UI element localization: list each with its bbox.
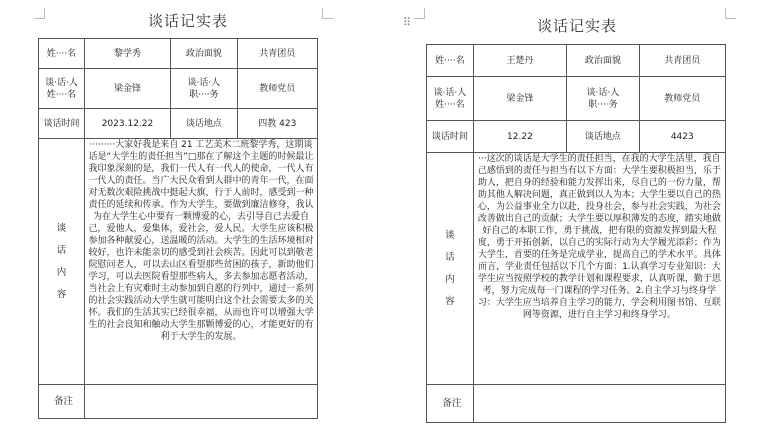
content-label <box>427 153 474 385</box>
talker-position-label <box>567 77 639 121</box>
right-page <box>418 6 738 426</box>
talk-record-table <box>426 44 726 423</box>
content-label-char: 谈 <box>56 222 67 234</box>
talk-time-label: 谈话时间 <box>39 109 85 139</box>
content-label-char: 内 <box>445 273 455 285</box>
talker-name-label-line1: 谈·话·人 <box>433 87 467 98</box>
political-status-value: 共青团员 <box>639 45 725 77</box>
talk-content-text: ·········大家好我是来自 21 工艺美术二班黎学秀，这期谈话是“大学生的责任担当”□那在了解这个主题的时候最让我印象深刻的是，我们一代人有一代人的使命，一代人有一代人的责任。当广大民众看到人群中的青年一代，在面对无数次艰险挑战中挺起大旗，行于人前时，感受到一种责任的延续和传承。作为大学生，要做到廉洁修身，我认为在大学生心中要有一颗博爱的心，去引导自己去爱自己，爱他人，爱集体，爱社会，爱人民。大学生应该积极参加各种献爱心，送温暖的活动。大学生的生活环境相对较好，也许未能亲切的感受到社会疾苦。因此可以到敬老院慰问老人，可以去山区看望那些贫困的孩子，新助他们学习，可以去医院看望那些病人，多去参加志愿者活动，当社会上有灾难时主动参加到自愿的行列中，通过一系列的社会实践活动大学生就可能明白这个社会需要太多的关怀。我们的生活其实已经很幸福，从而也许可以增强大学生的社会良知和触动大学生那颗博爱的心，才能更好的有利于大学生的发展。 <box>84 139 317 385</box>
talker-position-label-line2: 职····务 <box>588 99 618 110</box>
talker-name-label-line2: 姓····名 <box>435 99 465 110</box>
content-label-char: 话 <box>56 244 67 256</box>
talker-name-label <box>427 77 474 121</box>
political-status-label: 政治面貌 <box>567 45 639 77</box>
note-value <box>84 385 317 419</box>
page-corner-mark <box>414 8 425 19</box>
note-value <box>473 385 725 423</box>
talker-name-label <box>39 69 85 109</box>
talk-place-value: 四教 423 <box>237 109 317 139</box>
content-label-char: 容 <box>445 295 455 307</box>
talker-name-label-line1: 谈·话·人 <box>45 77 78 88</box>
content-label-char: 话 <box>445 251 455 263</box>
name-value: 黎学秀 <box>84 39 170 69</box>
page-corner-mark <box>322 8 333 19</box>
political-status-label: 政治面貌 <box>171 39 238 69</box>
talk-place-label: 谈话地点 <box>567 121 639 153</box>
talker-position-label-line1: 谈·话·人 <box>187 77 221 88</box>
talker-position-label <box>171 69 238 109</box>
political-status-value: 共青团员 <box>237 39 317 69</box>
name-label: 姓····名 <box>39 39 85 69</box>
talker-position-label-line2: 职····务 <box>189 89 219 100</box>
content-label-char: 内 <box>56 266 67 278</box>
talk-time-label: 谈话时间 <box>427 121 474 153</box>
page-title: 谈话记实表 <box>537 17 618 35</box>
page-title: 谈话记实表 <box>148 12 229 30</box>
content-label <box>39 139 85 385</box>
talker-name-value: 梁金锋 <box>473 77 566 121</box>
talker-name-value: 梁金锋 <box>84 69 170 109</box>
talk-time-value: 2023.12.22 <box>84 109 170 139</box>
content-label-char: 容 <box>56 288 67 300</box>
talk-place-value: 4423 <box>639 121 725 153</box>
content-label-char: 谈 <box>445 229 455 241</box>
left-page <box>30 6 335 426</box>
talk-place-label: 谈话地点 <box>171 109 238 139</box>
page-corner-mark <box>725 8 736 19</box>
name-value: 王楚丹 <box>473 45 566 77</box>
talker-name-label-line2: 姓····名 <box>46 89 77 100</box>
note-label: 备注 <box>39 385 85 419</box>
talk-record-table <box>38 38 318 419</box>
talker-position-value: 教师党员 <box>237 69 317 109</box>
note-label: 备注 <box>427 385 474 423</box>
talker-position-label-line1: 谈·话·人 <box>586 87 620 98</box>
talk-content-text: ···这次的谈话是大学生的责任担当，在我的大学生活里，我自己感悟到的责任与担当有以下方面：大学生要积极担当，乐于助人，把自身的经验和能力发挥出来，尽自己的一份力量，帮助其他人解决问题，真正做到以人为本；大学生要以自己的热心，为公益事业全力以赴，投身社会，参与社会实践，为社会改善做出自己的贡献；大学生要以厚积薄发的态度，踏实地做好自己的本职工作，勇于挑战，把有限的资源发挥到最大程度，勇于开拓创新，以自己的实际行动为大学履光添彩；作为大学生，首要的任务是完成学业，提高自己的学术水平。具体而言，学业责任包括以下几个方面：1.认真学习专业知识：大学生应当按照学校的教学计划和课程要求，认真听课，勤于思考，努力完成每一门课程的学习任务。2.自主学习与终身学习：大学生应当培养自主学习的能力，学会利用图书馆、互联网等资源，进行自主学习和终身学习。 <box>473 153 725 385</box>
talker-position-value: 教师党员 <box>639 77 725 121</box>
page-corner-mark <box>34 8 45 19</box>
drag-handle-icon[interactable]: ⠿ <box>403 16 411 29</box>
talk-time-value: 12.22 <box>473 121 566 153</box>
name-label: 姓····名 <box>427 45 474 77</box>
